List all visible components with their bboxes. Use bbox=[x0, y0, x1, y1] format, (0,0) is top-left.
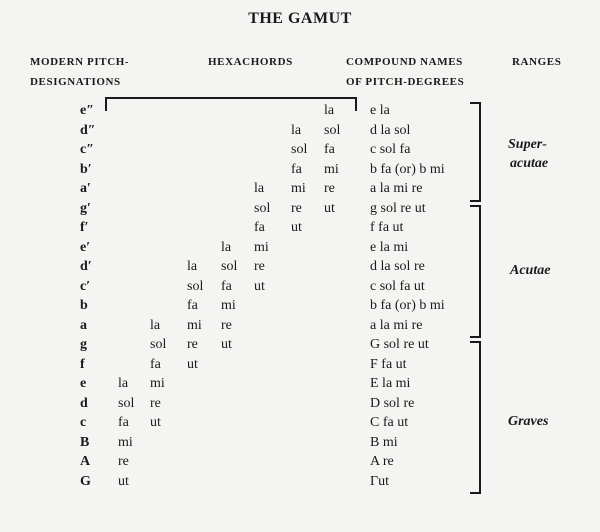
compound-name: d la sol re bbox=[370, 259, 425, 274]
hexachord-syllable: la bbox=[187, 259, 198, 274]
page-title: THE GAMUT bbox=[248, 10, 352, 27]
compound-name: F fa ut bbox=[370, 356, 407, 372]
compound-name: f fa ut bbox=[370, 220, 404, 235]
pitch-designation: c″ bbox=[80, 142, 94, 157]
pitch-designation: d′ bbox=[80, 259, 92, 274]
hexachord-syllable: ut bbox=[187, 356, 198, 372]
bracket-acutae-bottom bbox=[470, 336, 480, 338]
compound-name: e la bbox=[370, 103, 390, 118]
hexachord-syllable: la bbox=[221, 239, 232, 255]
hexachord-syllable: mi bbox=[118, 434, 133, 450]
compound-name: B mi bbox=[370, 434, 398, 450]
hexachord-syllable: fa bbox=[118, 415, 129, 430]
range-graves: Graves bbox=[508, 414, 549, 429]
hexachord-syllable: la bbox=[291, 122, 302, 138]
hexachord-syllable: sol bbox=[291, 142, 308, 157]
hexachord-syllable: sol bbox=[324, 122, 341, 138]
hexachord-syllable: ut bbox=[150, 415, 161, 430]
hexachord-syllable: sol bbox=[221, 259, 238, 274]
bracket-graves-spine bbox=[479, 341, 481, 494]
hexachord-syllable: re bbox=[254, 259, 265, 274]
hexachord-syllable: mi bbox=[221, 298, 236, 313]
hexachord-syllable: la bbox=[254, 181, 265, 196]
pitch-designation: d bbox=[80, 395, 88, 411]
pitch-designation: G bbox=[80, 473, 91, 489]
pitch-designation: a′ bbox=[80, 181, 91, 196]
hexachord-syllable: sol bbox=[150, 337, 167, 352]
hexachord-syllable: fa bbox=[324, 142, 335, 157]
bracket-superacutae-bottom bbox=[470, 200, 480, 202]
hexachord-syllable: fa bbox=[291, 161, 302, 177]
header-hexachords: HEXACHORDS bbox=[208, 56, 293, 68]
header-modern-line1: MODERN PITCH- bbox=[30, 56, 130, 68]
hexachord-bracket-right bbox=[355, 97, 357, 111]
hexachord-syllable: ut bbox=[291, 220, 302, 235]
hexachord-syllable: la bbox=[324, 103, 335, 118]
compound-name: c sol fa bbox=[370, 142, 411, 157]
hexachord-syllable: re bbox=[118, 454, 129, 469]
pitch-designation: b′ bbox=[80, 161, 92, 177]
hexachord-syllable: re bbox=[221, 317, 232, 333]
hexachord-syllable: mi bbox=[291, 181, 306, 196]
compound-name: d la sol bbox=[370, 122, 411, 138]
pitch-designation: b bbox=[80, 298, 88, 313]
header-compound-line2: OF PITCH-DEGREES bbox=[346, 76, 465, 88]
hexachord-syllable: fa bbox=[150, 356, 161, 372]
compound-name: a la mi re bbox=[370, 317, 423, 333]
header-compound-line1: COMPOUND NAMES bbox=[346, 56, 463, 68]
hexachord-syllable: re bbox=[324, 181, 335, 196]
hexachord-syllable: re bbox=[150, 395, 161, 411]
hexachord-syllable: re bbox=[291, 200, 302, 216]
compound-name: e la mi bbox=[370, 239, 409, 255]
bracket-superacutae-spine bbox=[479, 102, 481, 202]
range-superacutae-line1: Super- bbox=[508, 137, 547, 152]
pitch-designation: f′ bbox=[80, 220, 89, 235]
compound-name: c sol fa ut bbox=[370, 278, 425, 294]
compound-name: Γut bbox=[370, 473, 389, 489]
hexachord-syllable: sol bbox=[118, 395, 135, 411]
pitch-designation: c bbox=[80, 415, 87, 430]
hexachord-syllable: mi bbox=[324, 161, 339, 177]
hexachord-syllable: ut bbox=[324, 200, 335, 216]
bracket-graves-bottom bbox=[470, 492, 480, 494]
hexachord-syllable: la bbox=[118, 376, 129, 391]
header-modern-line2: DESIGNATIONS bbox=[30, 76, 121, 88]
compound-name: E la mi bbox=[370, 376, 411, 391]
pitch-designation: d″ bbox=[80, 122, 96, 138]
hexachord-syllable: fa bbox=[187, 298, 198, 313]
pitch-designation: c′ bbox=[80, 278, 91, 294]
range-acutae: Acutae bbox=[510, 263, 551, 278]
hexachord-syllable: ut bbox=[221, 337, 232, 352]
hexachord-syllable: mi bbox=[187, 317, 202, 333]
hexachord-bracket-left bbox=[105, 97, 107, 111]
hexachord-syllable: fa bbox=[221, 278, 232, 294]
compound-name: b fa (or) b mi bbox=[370, 161, 445, 177]
pitch-designation: B bbox=[80, 434, 90, 450]
hexachord-syllable: ut bbox=[118, 473, 129, 489]
compound-name: A re bbox=[370, 454, 394, 469]
compound-name: g sol re ut bbox=[370, 200, 426, 216]
compound-name: G sol re ut bbox=[370, 337, 429, 352]
hexachord-bracket-top bbox=[105, 97, 357, 99]
pitch-designation: e bbox=[80, 376, 87, 391]
compound-name: b fa (or) b mi bbox=[370, 298, 445, 313]
header-ranges: RANGES bbox=[512, 56, 562, 68]
hexachord-syllable: la bbox=[150, 317, 161, 333]
pitch-designation: e″ bbox=[80, 103, 94, 118]
hexachord-syllable: ut bbox=[254, 278, 265, 294]
pitch-designation: g′ bbox=[80, 200, 91, 216]
pitch-designation: A bbox=[80, 454, 91, 469]
hexachord-syllable: sol bbox=[187, 278, 204, 294]
compound-name: C fa ut bbox=[370, 415, 409, 430]
pitch-designation: a bbox=[80, 317, 87, 333]
range-superacutae-line2: acutae bbox=[510, 156, 549, 171]
compound-name: a la mi re bbox=[370, 181, 423, 196]
pitch-designation: g bbox=[80, 337, 87, 352]
pitch-designation: f bbox=[80, 356, 85, 372]
compound-name: D sol re bbox=[370, 395, 415, 411]
hexachord-syllable: re bbox=[187, 337, 198, 352]
bracket-acutae-spine bbox=[479, 205, 481, 338]
hexachord-syllable: sol bbox=[254, 200, 271, 216]
hexachord-syllable: mi bbox=[150, 376, 165, 391]
hexachord-syllable: fa bbox=[254, 220, 265, 235]
pitch-designation: e′ bbox=[80, 239, 91, 255]
hexachord-syllable: mi bbox=[254, 239, 269, 255]
